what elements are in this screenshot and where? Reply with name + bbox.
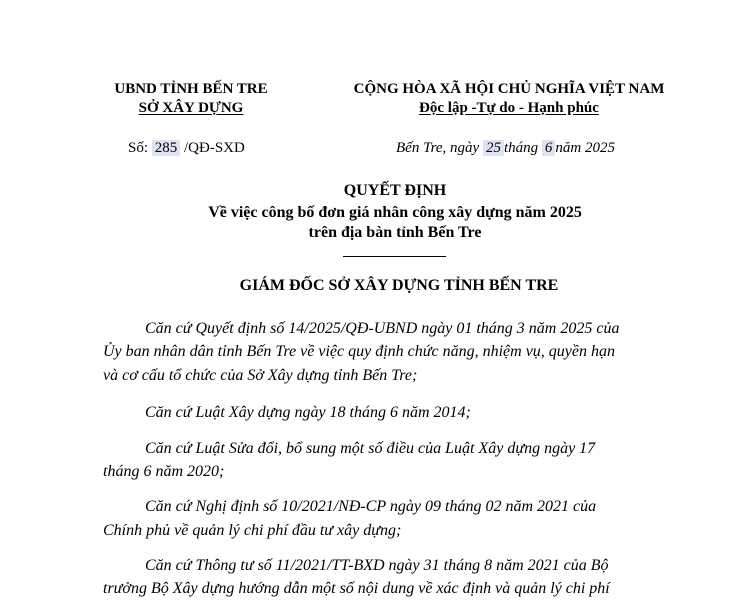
document-title: QUYẾT ĐỊNH xyxy=(343,182,447,199)
paragraph-4-line-2: Chính phủ về quản lý chi phí đầu tư xây dựng; xyxy=(103,522,402,539)
date-month: 6 xyxy=(542,140,556,156)
date-suffix: năm 2025 xyxy=(555,140,615,156)
document-subject-line-2: trên địa bàn tỉnh Bến Tre xyxy=(308,224,482,241)
date-day: 25 xyxy=(483,140,504,156)
paragraph-4-line-1: Căn cứ Nghị định số 10/2021/NĐ-CP ngày 09 tháng 02 năm 2021 của xyxy=(145,498,597,515)
title-divider xyxy=(343,256,446,257)
national-motto: Độc lập -Tự do - Hạnh phúc xyxy=(419,100,599,116)
paragraph-5-line-2: trưởng Bộ Xây dựng hướng dẫn một số nội dung về xác định và quản lý chi phí xyxy=(103,580,610,597)
department-name: SỞ XÂY DỰNG xyxy=(138,100,244,116)
number-prefix: Số: xyxy=(128,140,149,156)
agency-name: UBND TỈNH BẾN TRE xyxy=(114,81,268,97)
nation-name: CỘNG HÒA XÃ HỘI CHỦ NGHĨA VIỆT NAM xyxy=(353,81,665,97)
paragraph-1-line-3: và cơ cấu tổ chức của Sở Xây dựng tỉnh Bến Tre; xyxy=(103,367,418,384)
paragraph-3-line-2: tháng 6 năm 2020; xyxy=(103,463,225,480)
paragraph-3-line-1: Căn cứ Luật Sửa đổi, bổ sung một số điều của Luật Xây dựng ngày 17 xyxy=(145,440,596,457)
number-suffix: /QĐ-SXD xyxy=(184,140,245,156)
paragraph-1-line-2: Ủy ban nhân dân tỉnh Bến Tre về việc quy định chức năng, nhiệm vụ, quyền hạn xyxy=(103,343,616,360)
paragraph-5-line-1: Căn cứ Thông tư số 11/2021/TT-BXD ngày 31 tháng 8 năm 2021 của Bộ xyxy=(145,557,609,574)
issue-date xyxy=(396,140,615,157)
paragraph-1-line-1: Căn cứ Quyết định số 14/2025/QĐ-UBND ngày 01 tháng 3 năm 2025 của xyxy=(145,320,620,337)
document-subject-line-1: Về việc công bố đơn giá nhân công xây dựng năm 2025 xyxy=(208,204,582,221)
date-mid: tháng xyxy=(503,140,539,156)
document-number xyxy=(128,140,245,157)
paragraph-2-line-1: Căn cứ Luật Xây dựng ngày 18 tháng 6 năm 2014; xyxy=(145,404,471,421)
date-prefix: Bến Tre, ngày xyxy=(396,140,480,156)
number-value: 285 xyxy=(152,140,181,156)
issuing-authority: GIÁM ĐỐC SỞ XÂY DỰNG TỈNH BẾN TRE xyxy=(239,277,559,294)
